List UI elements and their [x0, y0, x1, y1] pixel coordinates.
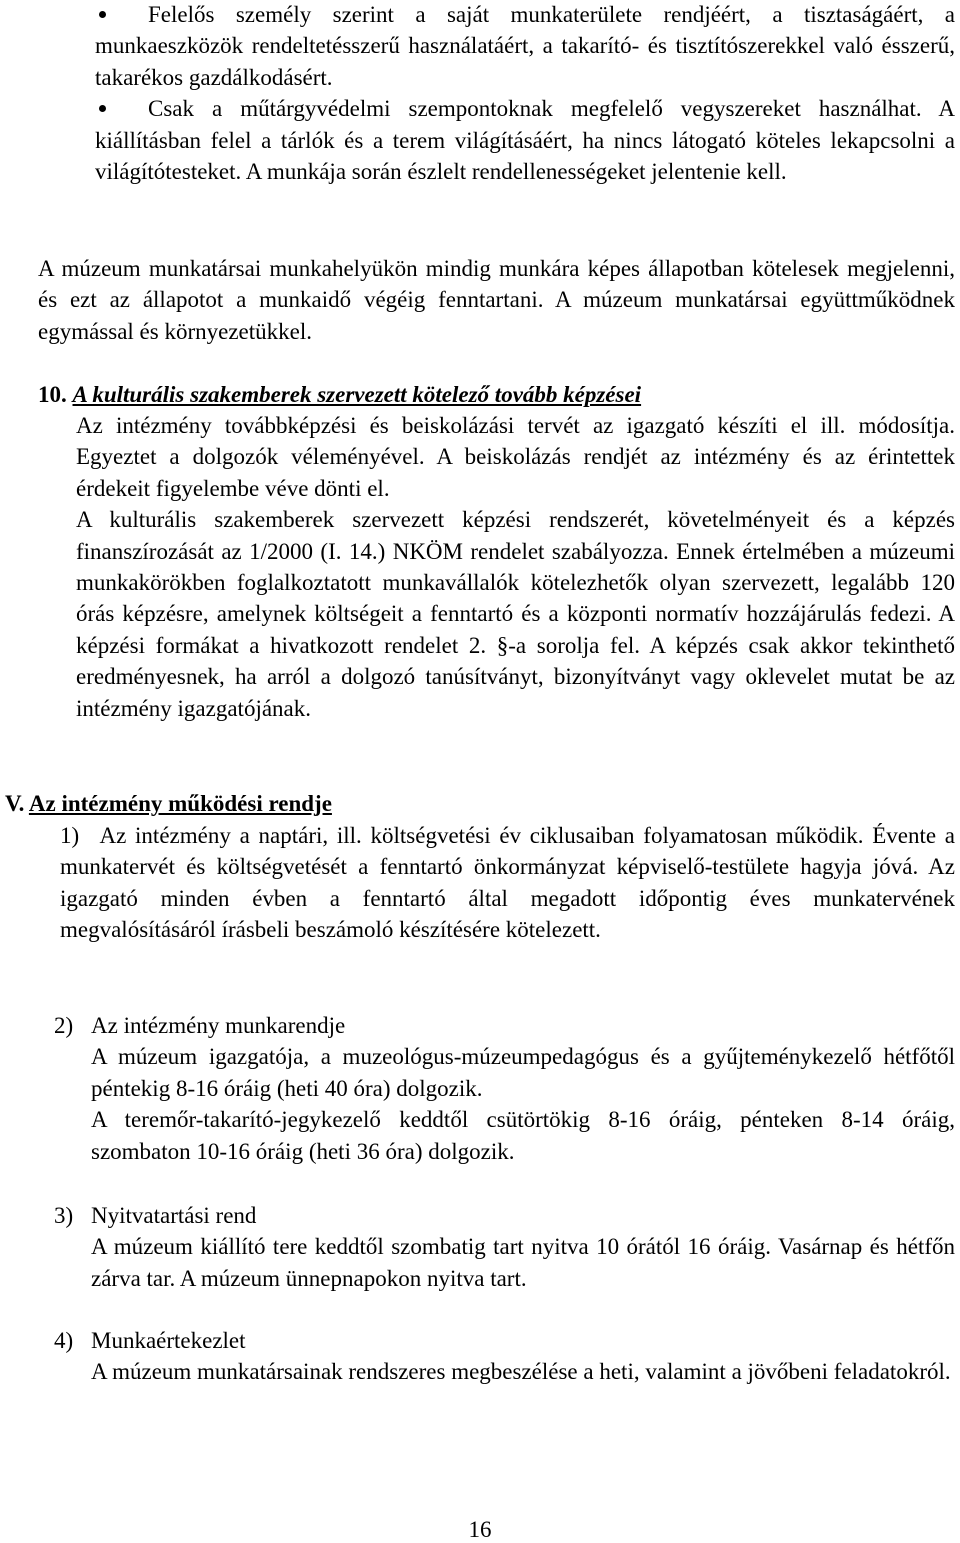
item-text: Az intézmény a naptári, ill. költségvetési év ciklusaiban folyamatosan működik. Évente a munkatervét és költségvetését a fenntartó önkormányzat képviselő-testülete hagyja jóvá. Az igazgató minden évben a fenntartó által megadott időpontig éves munkatervének megvalósításáról írásbeli beszámoló készítésére kötelezett. — [60, 823, 955, 943]
numbered-item-3 — [91, 1200, 955, 1294]
section-title: A kulturális szakemberek szervezett kötelező tovább képzései — [72, 382, 642, 407]
item-number: 4) — [54, 1328, 74, 1353]
item-text: A múzeum kiállító tere keddtől szombatig tart nyitva 10 órától 16 óráig. Vasárnap és hétfőn zárva tar. A múzeum ünnepnapokon nyitva tart. — [91, 1234, 955, 1291]
bullet-icon — [87, 0, 131, 30]
item-text: A teremőr-takarító-jegykezelő keddtől csütörtökig 8-16 óráig, pénteken 8-14 óráig, szombaton 10-16 óráig (heti 36 óra) dolgozik. — [91, 1107, 955, 1164]
page-number: 16 — [468, 1517, 492, 1542]
list-item — [95, 93, 955, 187]
bullet-icon — [87, 93, 131, 124]
museum-paragraph: A múzeum munkatársai munkahelyükön mindig munkára képes állapotban kötelesek megjelenni, és ezt az állapotot a munkaidő végéig fenntartani. A múzeum munkatársai együttműködnek egymással és környezetükkel. — [38, 256, 955, 344]
numbered-item-4 — [91, 1325, 955, 1388]
bullet-text: Csak a műtárgyvédelmi szempontoknak megfelelő vegyszereket használhat. A kiállításban felel a tárlók és a terem világításáért, ha nincs látogató köteles lekapcsolni a világítótesteket. A munkája során észlelt rendellenességeket jelentenie kell. — [95, 96, 955, 185]
item-heading: Munkaértekezlet — [91, 1328, 246, 1353]
paragraph: Az intézmény továbbképzési és beiskolázási tervét az igazgató készíti el ill. módosítja. Egyeztet a dolgozók véleményével. A beiskolázás rendjét az intézmény és az érintettek érdekeit figyelembe véve dönti el. — [76, 413, 955, 501]
numbered-item-2 — [91, 1010, 955, 1167]
bullet-text: Felelős személy szerint a saját munkaterülete rendjéért, a tisztaságáért, a munkaeszközök rendeltetésszerű használatáért, a takarító- és tisztítószerekkel való ésszerű, takarékos gazdálkodásért. — [95, 2, 955, 90]
section-title: Az intézmény működési rendje — [28, 791, 332, 816]
section-number: V. — [5, 791, 25, 816]
item-number: 2) — [54, 1013, 74, 1038]
item-heading: Az intézmény munkarendje — [91, 1013, 346, 1038]
list-item — [95, 0, 955, 93]
item-number: 3) — [54, 1203, 74, 1228]
item-heading: Nyitvatartási rend — [91, 1203, 257, 1228]
section-10-body — [76, 410, 955, 724]
section-v-heading — [5, 788, 332, 819]
item-text: A múzeum munkatársainak rendszeres megbeszélése a heti, valamint a jövőbeni feladatokról. — [91, 1359, 951, 1385]
numbered-item-1 — [60, 820, 955, 946]
section-number: 10. — [38, 382, 67, 407]
item-text: A múzeum igazgatója, a muzeológus-múzeumpedagógus és a gyűjteménykezelő hétfőtől péntekig 8-16 óráig (heti 40 óra) dolgozik. — [91, 1044, 955, 1101]
bullet-list — [95, 0, 955, 187]
section-10-heading — [38, 379, 955, 410]
paragraph: A kulturális szakemberek szervezett képzési rendszerét, követelményeit és a képzés finanszírozását az 1/2000 (I. 14.) NKÖM rendelet szabályozza. Ennek értelmében a múzeumi munkakörökben foglalkoztatott munkavállalók kötelezhetők olyan szervezett, legalább 120 órás képzésre, amelynek költségeit a fenntartó és a központi normatív hozzájárulás fedezi. A képzési formákat a hivatkozott rendelet 2. §-a sorolja fel. A képzés csak akkor tekinthető eredményesnek, ha arról a dolgozó tanúsítványt, bizonyítványt vagy oklevelet mutat be az intézmény igazgatójának. — [76, 507, 955, 721]
item-number: 1) — [60, 823, 80, 848]
